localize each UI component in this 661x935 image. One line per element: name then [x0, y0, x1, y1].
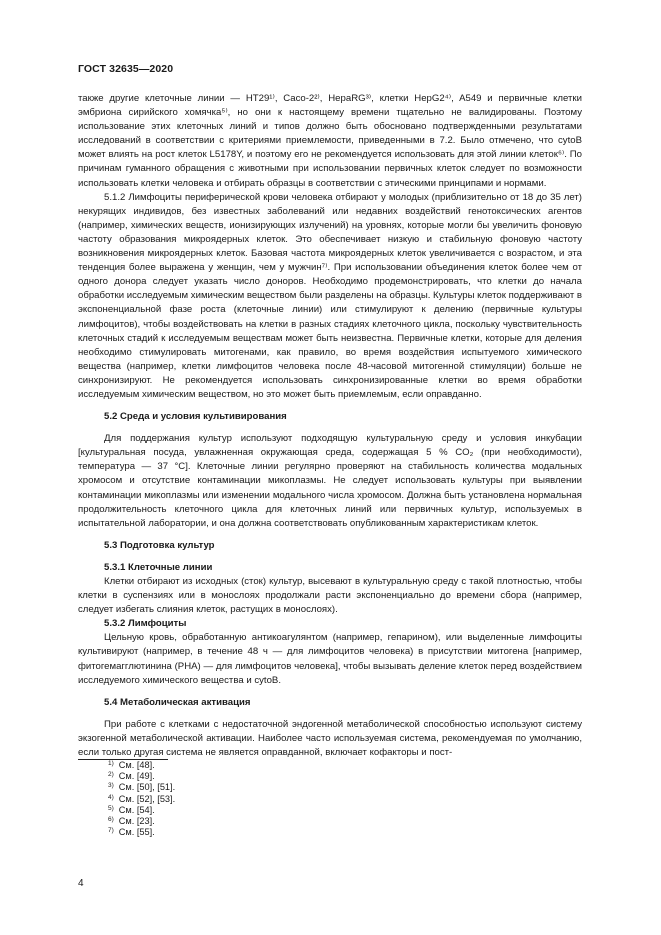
- heading-5-3-1: 5.3.1 Клеточные линии: [104, 561, 213, 573]
- footnote-mark: 3): [108, 782, 114, 790]
- heading-5-3: 5.3 Подготовка культур: [104, 539, 215, 551]
- paragraph-5-4: При работе с клетками с недостаточной эндогенной метаболической способностью используют систему экзогенной метаболической активации. Наиболее часто используемая система, рекомендуемая по умолчанию, если только другая система не является оправданной, включает кофакторы и пост-: [78, 718, 582, 759]
- footnote-mark: 4): [108, 793, 114, 801]
- paragraph-5-3-2: Цельную кровь, обработанную антикоагулянтом (например, гепарином), или выделенные лимфоциты культивируют (например, в течение 48 ч — для лимфоцитов человека) в присутствии митогена [например, фитогемагглютинина (PHA) — для лимфоцитов человека], чтобы вызывать деление клеток перед воздействием исследуемого химического вещества и cytoB.: [78, 632, 582, 686]
- heading-5-2: 5.2 Среда и условия культивирования: [104, 411, 287, 423]
- footnote-mark: 2): [108, 771, 114, 779]
- footnote-mark: 6): [108, 816, 114, 824]
- footnote-text: См. [52], [53].: [118, 793, 176, 804]
- paragraph-cell-lines: также другие клеточные линии — HT29¹⁾, Caco-2²⁾, HepaRG³⁾, клетки HepG2⁴⁾, A549 и первичные клетки эмбриона сирийского хомячка⁵⁾, но они к настоящему времени тщательно не валидированы. Поэтому использование этих клеточных линий и типов должно быть обосновано подтвержденными результатами исследований в соответствии с критериями приемлемости, приведенными в 7.2. Было отмечено, что cytoB может влиять на рост клеток L5178Y, и поэтому его не рекомендуется использовать для этой линии клеток⁶⁾. По причинам гуманного обращения с животными при использовании первичных клеток следует по возможности использовать клетки человека и отбирать образцы в соответствии с этическими принципами и нормами.: [78, 93, 582, 189]
- paragraph-5-2: Для поддержания культур используют подходящую культуральную среду и условия инкубации [культуральная посуда, увлажненная окружающая среда, содержащая 5 % CO₂ (при необходимости), температура — 37 °C]. Клеточные линии регулярно проверяют на стабильность количества модальных хромосом и отсутствие контаминации микоплазмы. Не следует использовать культуры при выявлении контаминации микоплазмы или изменении модального числа хромосом. Должна быть установлена нормальная продолжительность клеточного цикла для клеточных линий или первичных культур, используемых в испытательной лаборатории, и она должна соответствовать опубликованным характеристикам клеток.: [78, 433, 582, 529]
- footnotes: [78, 760, 175, 838]
- footnote-item: [78, 782, 175, 793]
- footnote-mark: 1): [108, 760, 114, 767]
- paragraph-5-1-2: 5.1.2 Лимфоциты периферической крови человека отбирают у молодых (приблизительно от 18 до 35 лет) некурящих индивидов, без известных заболеваний или недавних воздействий генотоксических агентов (например, химических веществ, ионизирующих излучений) на уровнях, которые могли бы увеличить фоновую частоту образования микроядерных клеток. Это обеспечивает низкую и стабильную фоновую частоту возникновения микроядерных клеток. Базовая частота микроядерных клеток увеличивается с возрастом, и эта тенденция более выражена у женщин, чем у мужчин⁷⁾. При использовании объединения клеток более чем от одного донора следует указать число доноров. Необходимо продемонстрировать, что клетки до начала обработки исследуемым химическим веществом были разделены на образцы. Культуры клеток поддерживают в экспоненциальной фазе роста (клеточные линии) или стимулируют к делению (первичные культуры лимфоцитов), чтобы воздействовать на клетки в разных стадиях клеточного цикла, поскольку чувствительность клеточных стадий к исследуемым веществам может быть неизвестна. Первичные клетки, которые для деления необходимо стимулировать митогенами, как правило, во время воздействия испытуемого химического вещества (например, клетки лимфоцитов человека после 48-часовой митогенной стимуляции) больше не синхронизируют. Не рекомендуется использовать синхронизированные клетки во время обработки исследуемым химическим веществом, но это может быть приемлемым, если оправданно.: [78, 191, 582, 400]
- footnote-text: См. [49].: [118, 771, 155, 782]
- footnote-item: [78, 794, 175, 805]
- footnote-item: [78, 816, 175, 827]
- footnote-item: [78, 771, 175, 782]
- heading-5-4: 5.4 Метаболическая активация: [104, 696, 251, 708]
- footnote-item: [78, 827, 175, 838]
- footnote-mark: 7): [108, 827, 114, 835]
- page-number: 4: [78, 878, 84, 889]
- footnote-text: См. [48].: [118, 760, 155, 770]
- footnote-mark: 5): [108, 804, 114, 812]
- document-header: ГОСТ 32635—2020: [78, 63, 174, 75]
- paragraph-5-3-1: Клетки отбирают из исходных (сток) культур, высевают в культуральную среду с такой плотностью, чтобы клетки в суспензиях или в монослоях продолжали расти экспоненциально до времени сбора (например, следует избегать слияния клеток, растущих в монослоях).: [78, 576, 582, 616]
- document-body: [78, 92, 582, 760]
- footnote-text: См. [23].: [118, 816, 155, 827]
- footnote-item: [78, 805, 175, 816]
- footnote-text: См. [55].: [118, 827, 155, 838]
- footnote-item: [78, 760, 175, 771]
- footnote-text: См. [54].: [118, 804, 155, 815]
- footnote-text: См. [50], [51].: [118, 782, 176, 793]
- heading-5-3-2: 5.3.2 Лимфоциты: [104, 618, 187, 630]
